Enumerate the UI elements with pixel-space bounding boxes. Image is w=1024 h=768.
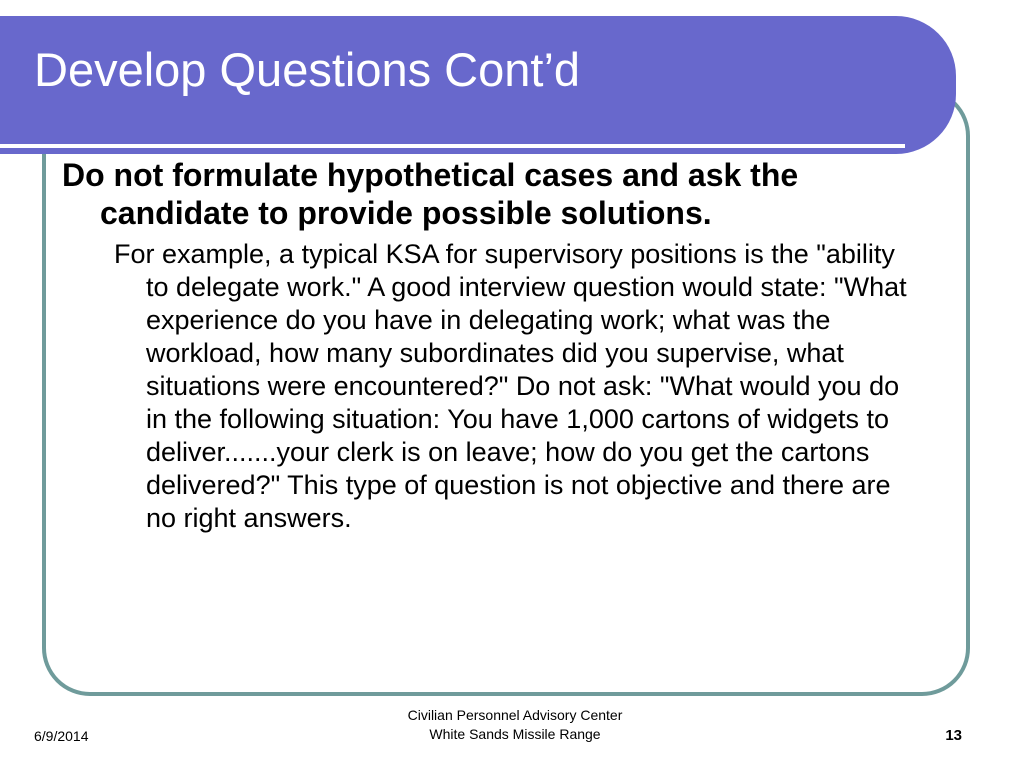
footer-organization-line2: White Sands Missile Range [429,726,601,742]
footer-date: 6/9/2014 [34,728,89,744]
main-bullet-text: Do not formulate hypothetical cases and ask the candidate to provide possible solutions. [62,157,799,231]
page-title: Develop Questions Cont’d [34,43,581,96]
title-underline [0,144,905,148]
footer-organization [360,706,670,744]
footer-organization-line1: Civilian Personnel Advisory Center [407,707,623,723]
sub-bullet-text: For example, a typical KSA for supervisory positions is the "ability to delegate work." A good interview question would state: "What experience do you have in delegating work; what was the workload, how many subordinates did you supervise, what situations were encountered?" Do not ask: "What would you do in the following situation: You have 1,000 cartons of widgets to deliver.......your clerk is on leave; how do you get the cartons delivered?" This type of question is not objective and there are no right answers. [114,239,907,533]
slide-body [62,156,942,535]
page-number: 13 [945,727,962,744]
